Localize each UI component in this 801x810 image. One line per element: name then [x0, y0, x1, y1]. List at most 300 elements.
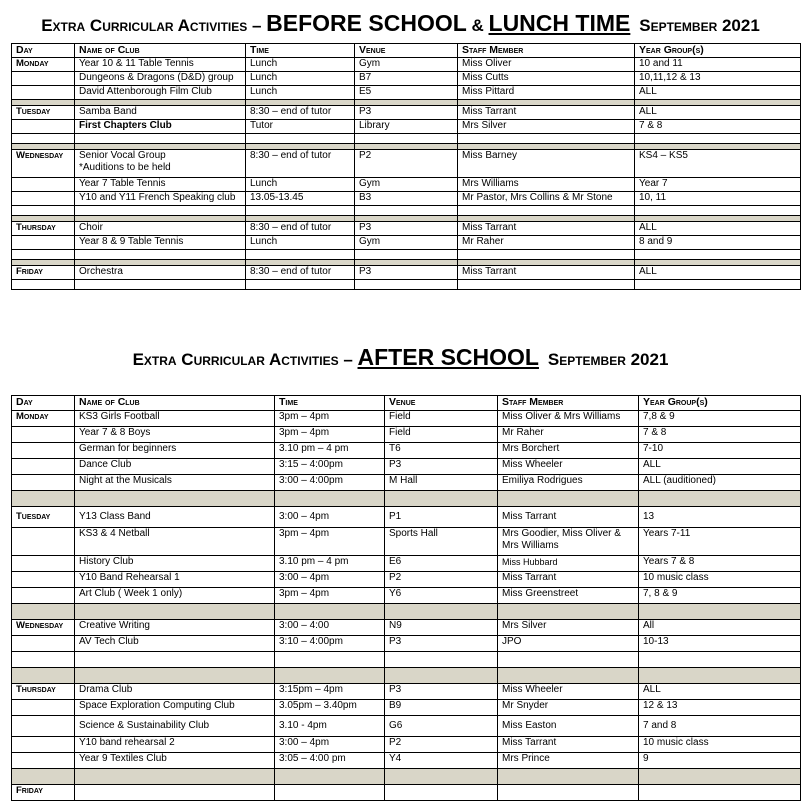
table-row	[12, 459, 801, 475]
club-cell	[75, 652, 275, 668]
staff-cell	[458, 236, 635, 250]
bottom-title-date: September 2021	[547, 350, 669, 369]
staff-text: Miss Greenstreet	[502, 588, 579, 599]
time-cell	[275, 700, 385, 716]
staff-cell	[498, 652, 639, 668]
day-cell	[12, 700, 75, 716]
club-text-line2: *Auditions to be held	[79, 162, 171, 173]
staff-text: Mrs Borchert	[502, 443, 560, 454]
year-text: 7 & 8	[643, 427, 667, 438]
staff-cell	[458, 106, 635, 120]
staff-text: Mrs Silver	[502, 620, 547, 631]
club-cell	[75, 572, 275, 588]
table-row	[12, 556, 801, 572]
club-text: Art Club ( Week 1 only)	[79, 588, 183, 599]
venue-text: P3	[359, 106, 372, 117]
day-text: Tuesday	[16, 511, 51, 522]
staff-cell	[458, 206, 635, 216]
time-cell	[275, 427, 385, 443]
table-row	[12, 785, 801, 801]
day-cell	[12, 266, 75, 280]
venue-cell	[385, 604, 498, 620]
day-cell	[12, 572, 75, 588]
table-row	[12, 58, 801, 72]
venue-text: B3	[359, 192, 372, 203]
day-cell	[12, 120, 75, 134]
year-text: 10-13	[643, 636, 669, 647]
club-text: Space Exploration Computing Club	[79, 700, 235, 711]
staff-cell	[498, 443, 639, 459]
club-cell	[75, 411, 275, 427]
table-row	[12, 106, 801, 120]
venue-cell	[355, 72, 458, 86]
venue-text: B7	[359, 72, 372, 83]
venue-cell	[385, 507, 498, 528]
time-text: 3.10 pm – 4 pm	[279, 556, 349, 567]
column-header: Year Group(s)	[635, 44, 801, 58]
venue-cell	[355, 222, 458, 236]
year-text: 8 and 9	[639, 236, 673, 247]
table-row	[12, 72, 801, 86]
year-cell	[639, 716, 801, 737]
year-cell	[639, 620, 801, 636]
club-cell	[75, 556, 275, 572]
club-cell	[75, 636, 275, 652]
year-text: KS4 – KS5	[639, 150, 688, 161]
year-text: ALL	[643, 684, 661, 695]
day-cell	[12, 620, 75, 636]
top-title	[0, 10, 801, 37]
time-text: 3:00 – 4pm	[279, 737, 330, 748]
venue-text: Gym	[359, 178, 381, 189]
staff-text: Mr Raher	[502, 427, 544, 438]
venue-cell	[385, 475, 498, 491]
club-cell	[75, 769, 275, 785]
staff-cell	[498, 572, 639, 588]
venue-cell	[355, 250, 458, 260]
venue-text: Library	[359, 120, 390, 131]
time-text: 3:15pm – 4pm	[279, 684, 343, 695]
day-cell	[12, 236, 75, 250]
column-header: Name of Club	[75, 396, 275, 411]
table-row	[12, 753, 801, 769]
day-cell	[12, 134, 75, 144]
club-cell	[75, 588, 275, 604]
day-cell	[12, 684, 75, 700]
time-cell	[246, 86, 355, 100]
venue-cell	[385, 769, 498, 785]
time-cell	[275, 459, 385, 475]
time-text: 3pm – 4pm	[279, 427, 330, 438]
time-cell	[275, 716, 385, 737]
bottom-title-after-school: AFTER SCHOOL	[357, 344, 539, 370]
club-cell	[75, 528, 275, 556]
staff-text: Mrs Williams	[462, 178, 519, 189]
staff-text: Miss Tarrant	[462, 222, 517, 233]
venue-text: E6	[389, 556, 402, 567]
year-cell	[639, 475, 801, 491]
staff-cell	[498, 491, 639, 507]
blank-row	[12, 134, 801, 144]
club-text: Y13 Class Band	[79, 511, 151, 522]
day-cell	[12, 443, 75, 459]
day-cell	[12, 58, 75, 72]
table-row	[12, 684, 801, 700]
table-row	[12, 427, 801, 443]
time-cell	[275, 684, 385, 700]
venue-text: Gym	[359, 236, 381, 247]
venue-text: P1	[389, 511, 402, 522]
header-row	[12, 44, 801, 58]
year-cell	[639, 668, 801, 684]
venue-cell	[385, 684, 498, 700]
venue-cell	[385, 620, 498, 636]
club-cell	[75, 684, 275, 700]
club-text: Y10 band rehearsal 2	[79, 737, 175, 748]
staff-cell	[498, 753, 639, 769]
venue-cell	[355, 178, 458, 192]
table-row	[12, 588, 801, 604]
club-text: AV Tech Club	[79, 636, 139, 647]
staff-cell	[498, 700, 639, 716]
column-header: Time	[275, 396, 385, 411]
top-title-lunch-time: LUNCH TIME	[488, 10, 631, 36]
club-cell	[75, 222, 246, 236]
staff-text: Miss Oliver	[462, 58, 512, 69]
staff-cell	[498, 684, 639, 700]
staff-text: Miss Wheeler	[502, 459, 563, 470]
club-cell	[75, 280, 246, 290]
year-cell	[639, 652, 801, 668]
year-cell	[639, 636, 801, 652]
venue-cell	[385, 700, 498, 716]
year-text: All	[643, 620, 655, 631]
time-text: 13.05-13.45	[250, 192, 304, 203]
blank-row	[12, 206, 801, 216]
club-text: David Attenborough Film Club	[79, 86, 212, 97]
separator-row	[12, 604, 801, 620]
staff-cell	[458, 280, 635, 290]
year-text: 10 music class	[643, 572, 709, 583]
club-cell	[75, 236, 246, 250]
staff-cell	[498, 785, 639, 801]
time-cell	[275, 753, 385, 769]
staff-text: Mrs Goodier, Miss Oliver &	[502, 528, 621, 539]
year-text: 10,11,12 & 13	[639, 72, 701, 83]
year-text: ALL	[639, 222, 657, 233]
venue-cell	[385, 427, 498, 443]
club-text: Year 8 & 9 Table Tennis	[79, 236, 184, 247]
staff-text: Mrs Prince	[502, 753, 550, 764]
venue-cell	[385, 588, 498, 604]
time-cell	[275, 572, 385, 588]
venue-cell	[385, 491, 498, 507]
club-cell	[75, 491, 275, 507]
venue-cell	[355, 192, 458, 206]
club-cell	[75, 475, 275, 491]
after-school-section	[11, 395, 801, 801]
staff-cell	[458, 192, 635, 206]
club-text: Drama Club	[79, 684, 133, 695]
table-row	[12, 86, 801, 100]
venue-text: Field	[389, 427, 411, 438]
venue-text: Field	[389, 411, 411, 422]
year-cell	[639, 459, 801, 475]
day-cell	[12, 250, 75, 260]
club-cell	[75, 753, 275, 769]
venue-cell	[355, 106, 458, 120]
before-school-table	[11, 43, 801, 290]
time-text: 3:00 – 4:00	[279, 620, 330, 631]
day-cell	[12, 72, 75, 86]
day-text: Friday	[16, 785, 43, 796]
club-cell	[75, 668, 275, 684]
top-title-prefix: Extra Curricular Activities –	[41, 16, 267, 35]
year-cell	[639, 528, 801, 556]
club-text: KS3 & 4 Netball	[79, 528, 150, 539]
venue-cell	[355, 280, 458, 290]
year-text: 10, 11	[639, 192, 667, 203]
time-text: 3.05pm – 3.40pm	[279, 700, 357, 711]
year-cell	[635, 250, 801, 260]
time-text: 3:00 – 4:00pm	[279, 475, 343, 486]
day-cell	[12, 556, 75, 572]
table-row	[12, 620, 801, 636]
day-text: Monday	[16, 58, 49, 69]
staff-text: Mr Raher	[462, 236, 504, 247]
club-text: Dungeons & Dragons (D&D) group	[79, 72, 234, 83]
club-text: Year 7 Table Tennis	[79, 178, 166, 189]
time-cell	[246, 134, 355, 144]
staff-cell	[498, 528, 639, 556]
separator-row	[12, 491, 801, 507]
year-text: 10 and 11	[639, 58, 683, 69]
club-cell	[75, 86, 246, 100]
year-text: Years 7-11	[643, 528, 691, 539]
venue-text: Gym	[359, 58, 381, 69]
venue-cell	[385, 753, 498, 769]
staff-cell	[458, 86, 635, 100]
year-cell	[635, 150, 801, 178]
day-cell	[12, 222, 75, 236]
year-cell	[639, 507, 801, 528]
year-cell	[639, 785, 801, 801]
club-cell	[75, 58, 246, 72]
club-cell	[75, 459, 275, 475]
column-header: Day	[12, 396, 75, 411]
day-cell	[12, 427, 75, 443]
column-header: Venue	[385, 396, 498, 411]
table-row	[12, 507, 801, 528]
top-title-amp: &	[466, 16, 489, 35]
year-text: 9	[643, 753, 649, 764]
time-cell	[246, 206, 355, 216]
day-cell	[12, 459, 75, 475]
year-text: 7 & 8	[639, 120, 663, 131]
venue-text: N9	[389, 620, 402, 631]
club-text: Choir	[79, 222, 103, 233]
time-cell	[246, 178, 355, 192]
venue-cell	[385, 459, 498, 475]
venue-cell	[355, 86, 458, 100]
club-cell	[75, 206, 246, 216]
table-row	[12, 222, 801, 236]
day-cell	[12, 588, 75, 604]
day-text: Tuesday	[16, 106, 51, 117]
day-cell	[12, 604, 75, 620]
day-cell	[12, 737, 75, 753]
table-row	[12, 266, 801, 280]
club-text: Orchestra	[79, 266, 123, 277]
venue-cell	[385, 443, 498, 459]
venue-text: Sports Hall	[389, 528, 438, 539]
venue-cell	[355, 150, 458, 178]
venue-cell	[385, 652, 498, 668]
time-cell	[246, 250, 355, 260]
year-cell	[639, 572, 801, 588]
staff-cell	[458, 134, 635, 144]
staff-text: Miss Tarrant	[462, 106, 517, 117]
table-row	[12, 572, 801, 588]
year-cell	[639, 700, 801, 716]
staff-cell	[498, 411, 639, 427]
year-text: 7, 8 & 9	[643, 588, 678, 599]
table-row	[12, 700, 801, 716]
table-row	[12, 737, 801, 753]
staff-cell	[498, 604, 639, 620]
staff-cell	[458, 178, 635, 192]
year-cell	[639, 753, 801, 769]
blank-row	[12, 652, 801, 668]
day-text: Thursday	[16, 684, 56, 695]
after-school-table	[11, 395, 801, 801]
day-cell	[12, 668, 75, 684]
year-cell	[639, 427, 801, 443]
column-header: Venue	[355, 44, 458, 58]
before-school-section	[11, 43, 801, 290]
day-cell	[12, 475, 75, 491]
staff-cell	[458, 266, 635, 280]
time-text: Tutor	[250, 120, 273, 131]
time-text: 3:05 – 4:00 pm	[279, 753, 346, 764]
day-cell	[12, 106, 75, 120]
venue-cell	[385, 411, 498, 427]
venue-text: P3	[359, 222, 372, 233]
time-cell	[275, 556, 385, 572]
staff-text: Miss Barney	[462, 150, 518, 161]
staff-cell	[498, 588, 639, 604]
time-text: 3:10 – 4:00pm	[279, 636, 343, 647]
venue-cell	[355, 120, 458, 134]
year-cell	[639, 443, 801, 459]
year-cell	[635, 58, 801, 72]
time-cell	[275, 604, 385, 620]
day-cell	[12, 528, 75, 556]
staff-cell	[498, 427, 639, 443]
year-text: Years 7 & 8	[643, 556, 695, 567]
club-text: German for beginners	[79, 443, 177, 454]
staff-text: Mr Pastor, Mrs Collins & Mr Stone	[462, 192, 613, 203]
separator-row	[12, 668, 801, 684]
staff-cell	[458, 222, 635, 236]
club-text: Y10 Band Rehearsal 1	[79, 572, 180, 583]
venue-text: P3	[359, 266, 372, 277]
day-cell	[12, 716, 75, 737]
time-cell	[246, 236, 355, 250]
time-text: 3.10 pm – 4 pm	[279, 443, 349, 454]
staff-text: Miss Wheeler	[502, 684, 563, 695]
venue-cell	[385, 636, 498, 652]
venue-text: T6	[389, 443, 401, 454]
time-cell	[246, 72, 355, 86]
day-text: Wednesday	[16, 620, 64, 631]
venue-cell	[355, 58, 458, 72]
venue-text: E5	[359, 86, 372, 97]
club-text: Year 7 & 8 Boys	[79, 427, 151, 438]
venue-cell	[385, 785, 498, 801]
staff-cell	[458, 72, 635, 86]
staff-text: Miss Easton	[502, 720, 557, 731]
year-text: ALL	[639, 266, 657, 277]
year-cell	[639, 737, 801, 753]
year-cell	[639, 556, 801, 572]
staff-cell	[498, 668, 639, 684]
venue-text: M Hall	[389, 475, 418, 486]
club-cell	[75, 106, 246, 120]
column-header: Year Group(s)	[639, 396, 801, 411]
time-text: 3pm – 4pm	[279, 528, 330, 539]
year-cell	[635, 106, 801, 120]
year-cell	[635, 280, 801, 290]
day-cell	[12, 652, 75, 668]
table-row	[12, 443, 801, 459]
year-cell	[635, 134, 801, 144]
venue-text: P2	[389, 737, 402, 748]
year-cell	[635, 222, 801, 236]
venue-text: B9	[389, 700, 402, 711]
time-text: 8:30 – end of tutor	[250, 150, 332, 161]
column-header: Staff Member	[498, 396, 639, 411]
day-cell	[12, 178, 75, 192]
venue-cell	[355, 134, 458, 144]
time-text: Lunch	[250, 236, 278, 247]
year-cell	[639, 588, 801, 604]
time-cell	[275, 620, 385, 636]
staff-text: Miss Tarrant	[502, 511, 557, 522]
staff-cell	[458, 250, 635, 260]
time-text: 3:00 – 4pm	[279, 572, 330, 583]
time-cell	[275, 769, 385, 785]
header-row	[12, 396, 801, 411]
club-text: Creative Writing	[79, 620, 150, 631]
staff-text: Miss Tarrant	[502, 737, 557, 748]
venue-cell	[385, 572, 498, 588]
time-cell	[275, 636, 385, 652]
bottom-title	[0, 344, 801, 371]
time-cell	[275, 491, 385, 507]
column-header: Name of Club	[75, 44, 246, 58]
club-text: Night at the Musicals	[79, 475, 172, 486]
day-cell	[12, 785, 75, 801]
venue-text: P2	[389, 572, 402, 583]
table-row	[12, 475, 801, 491]
year-cell	[635, 192, 801, 206]
venue-cell	[355, 266, 458, 280]
staff-cell	[498, 459, 639, 475]
time-cell	[246, 222, 355, 236]
table-row	[12, 716, 801, 737]
year-cell	[639, 604, 801, 620]
